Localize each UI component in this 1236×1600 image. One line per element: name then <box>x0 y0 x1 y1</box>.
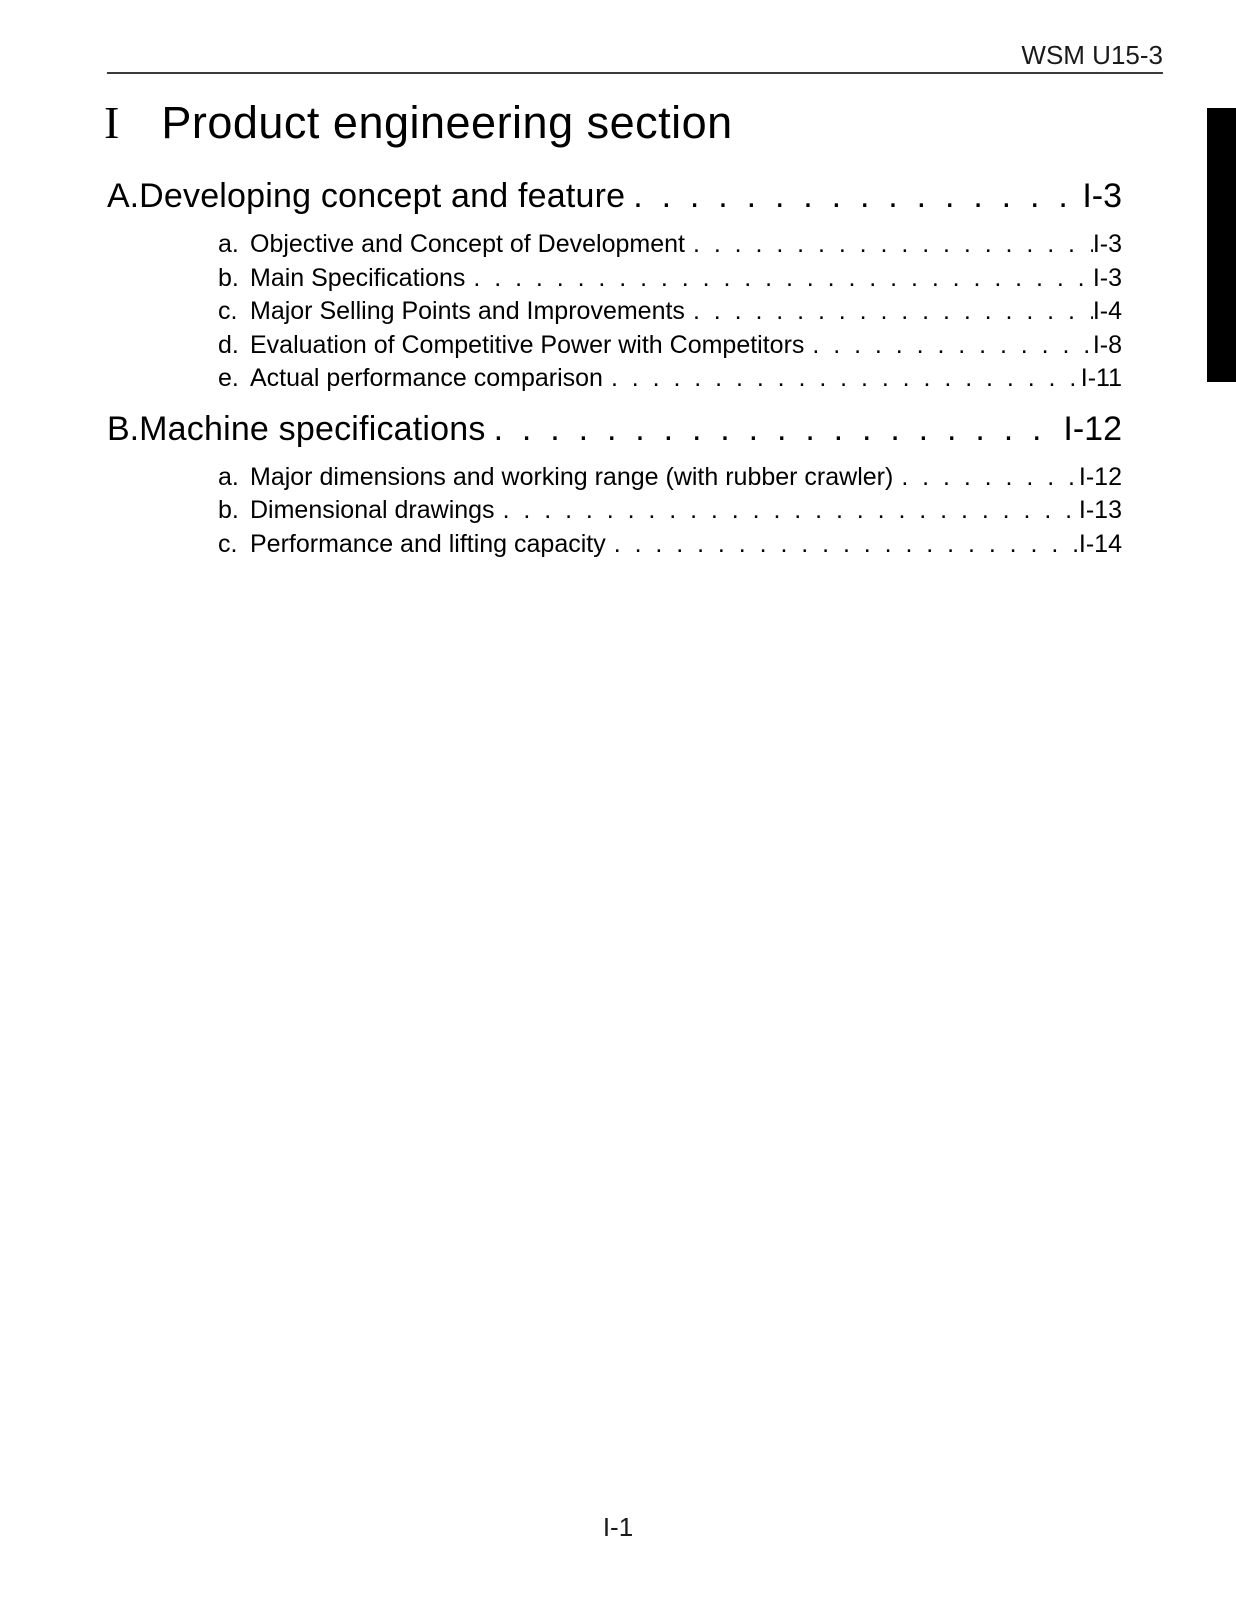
section-title-text: Product engineering section <box>161 97 733 148</box>
section-numeral: I <box>104 97 120 148</box>
toc-item <box>107 295 1122 329</box>
toc-item-title: Performance and lifting capacity <box>250 529 606 558</box>
toc-section-label: A. <box>107 177 140 215</box>
page-footer <box>0 1512 1236 1543</box>
footer-page-number: I-1 <box>602 1512 634 1542</box>
toc-page-number: I-8 <box>1092 330 1122 359</box>
toc-page-number: I-12 <box>1078 462 1122 491</box>
toc-section-a-items <box>107 228 1122 396</box>
toc-item-title: Evaluation of Competitive Power with Competitors <box>250 330 805 359</box>
toc-page-number: I-3 <box>1092 263 1122 292</box>
toc-item-label: c. <box>218 529 238 558</box>
toc-item-title: Major dimensions and working range (with rubber crawler) <box>250 462 894 491</box>
toc-item-label: a. <box>218 462 239 491</box>
toc-section-title: Machine specifications <box>139 409 486 448</box>
toc-item <box>107 461 1122 495</box>
toc-item-title: Dimensional drawings <box>250 496 495 524</box>
toc-item <box>107 494 1122 528</box>
dot-leader <box>685 295 1093 329</box>
dot-leader <box>804 329 1092 363</box>
toc-page-number: I-13 <box>1078 496 1122 524</box>
toc-item <box>107 228 1122 262</box>
toc-page-number: I-14 <box>1078 529 1122 558</box>
toc-item-label: e. <box>218 364 239 392</box>
dot-leader <box>465 262 1092 296</box>
toc-item-title: Actual performance comparison <box>250 364 603 392</box>
toc-item-label: a. <box>218 230 239 258</box>
dot-leader <box>603 362 1081 396</box>
thumb-index-tab <box>1207 108 1236 382</box>
toc-section-a <box>107 176 1122 216</box>
dot-leader <box>685 228 1093 262</box>
toc-item <box>107 362 1122 396</box>
dot-leader <box>606 528 1079 562</box>
dot-leader <box>625 176 1082 216</box>
toc-item <box>107 262 1122 296</box>
toc-page-number: I-3 <box>1092 230 1122 258</box>
toc-page-number: I-12 <box>1063 409 1122 448</box>
toc-section-title: Developing concept and feature <box>139 177 626 215</box>
toc-item-label: b. <box>218 263 239 292</box>
toc-item-label: b. <box>218 496 239 524</box>
toc-page-number: I-4 <box>1092 297 1122 325</box>
dot-leader <box>486 409 1064 449</box>
toc-page-number: I-11 <box>1080 364 1122 392</box>
document-code: WSM U15-3 <box>1021 40 1163 70</box>
toc-section-b-items <box>107 461 1122 562</box>
toc-item <box>107 329 1122 363</box>
toc-item <box>107 528 1122 562</box>
toc-section-label: B. <box>107 409 140 448</box>
toc-item-label: d. <box>218 330 239 359</box>
toc-page-number: I-3 <box>1082 177 1122 215</box>
toc-item-label: c. <box>218 297 238 325</box>
dot-leader <box>495 494 1079 528</box>
dot-leader <box>893 461 1079 495</box>
toc-item-title: Objective and Concept of Development <box>250 230 685 258</box>
toc-item-title: Main Specifications <box>250 263 466 292</box>
section-title <box>104 96 733 150</box>
page-header <box>107 0 1163 74</box>
table-of-contents <box>107 176 1122 561</box>
toc-section-b <box>107 409 1122 449</box>
toc-item-title: Major Selling Points and Improvements <box>250 297 685 325</box>
